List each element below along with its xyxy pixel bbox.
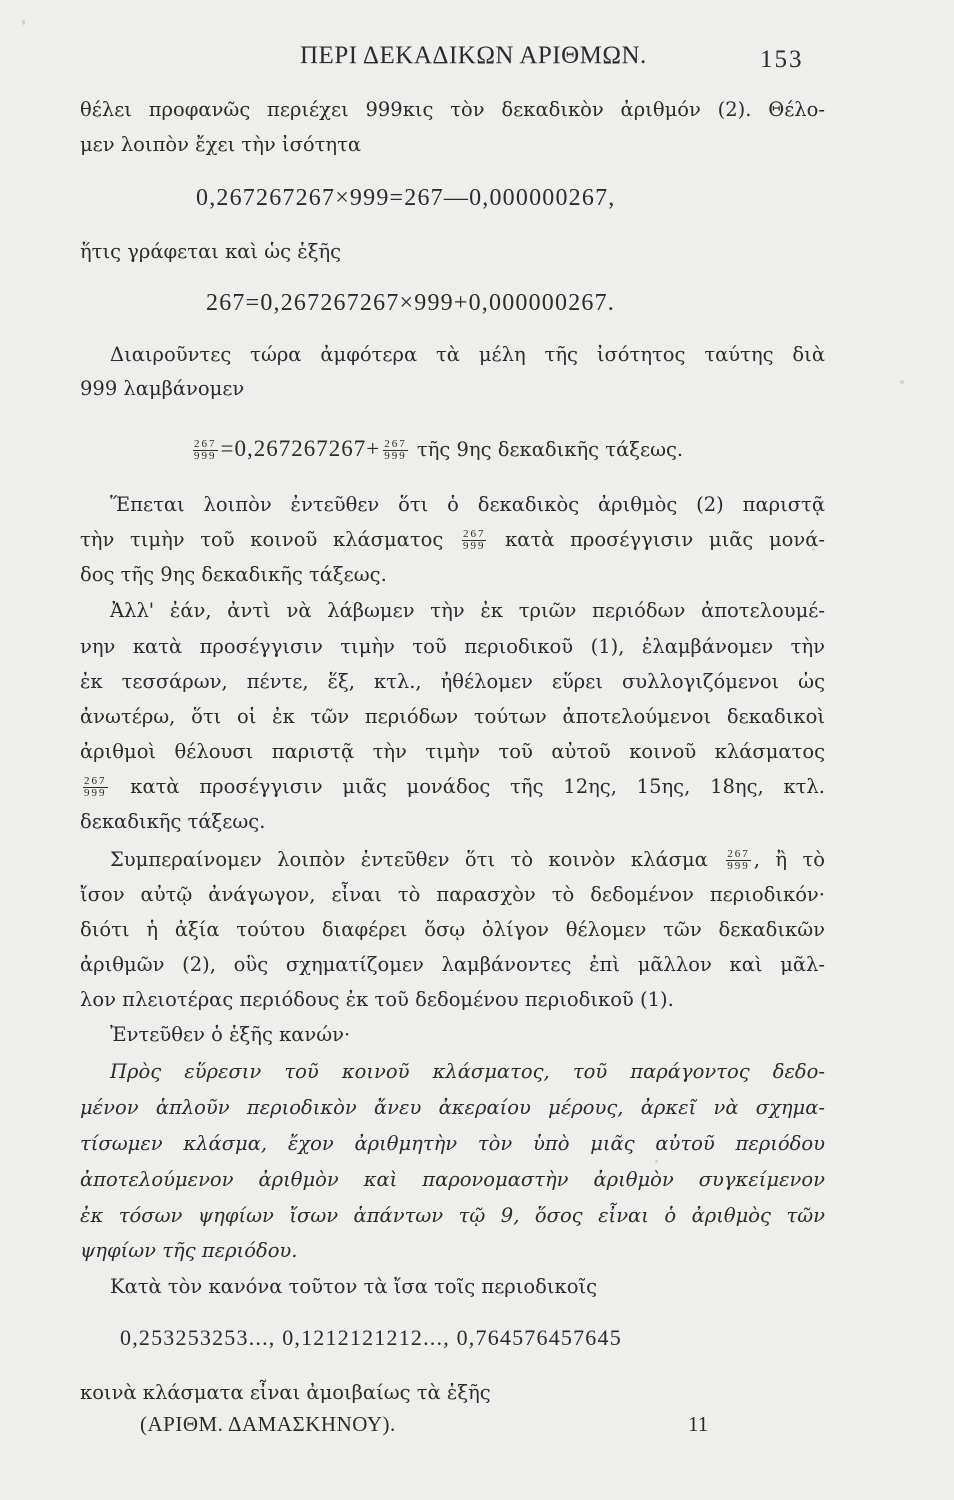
fraction-denominator: 999 [194, 450, 217, 462]
fraction [383, 439, 408, 462]
text-line: ἀριθμῶν (2), οὓς σχηματίζομεν λαμβάνοντες ἐπὶ μᾶλλον καὶ μᾶλ- [80, 953, 825, 976]
equation: 0,267267267×999=267—0,000000267, [196, 185, 616, 211]
text-line: ἀνωτέρω, ὅτι οἱ ἐκ τῶν περιόδων τούτων ἀποτελούμενοι δεκαδικοὶ [80, 705, 825, 728]
text-line-with-fraction [110, 845, 825, 875]
text-segment: κατὰ προσέγγισιν μιᾶς μονάδος τῆς 12ης, 15ης, 18ης, κτλ. [130, 775, 825, 798]
text-line: δεκαδικῆς τάξεως. [80, 810, 266, 833]
text-line: Κατὰ τὸν κανόνα τοῦτον τὰ ἴσα τοῖς περιοδικοῖς [110, 1275, 598, 1298]
fraction [83, 776, 108, 799]
rule-text-line: Πρὸς εὕρεσιν τοῦ κοινοῦ κλάσματος, τοῦ παράγοντος δεδο- [110, 1060, 825, 1083]
text-line: λον πλειοτέρας περιόδους ἐκ τοῦ δεδομένου περιοδικοῦ (1). [80, 988, 674, 1011]
text-line: θέλει προφανῶς περιέχει 999κις τὸν δεκαδικὸν ἀριθμόν (2). Θέλο- [80, 98, 825, 121]
fraction-numerator: 267 [384, 438, 407, 450]
equation: 0,253253253..., 0,1212121212..., 0,764576457645 [120, 1325, 622, 1350]
paper-speck [900, 380, 904, 384]
text-line: διότι ἡ ἀξία τούτου διαφέρει ὅσῳ ὀλίγον θέλομεν τῶν δεκαδικῶν [80, 918, 825, 941]
text-line: ἴσον αὐτῷ ἀνάγωγον, εἶναι τὸ παρασχὸν τὸ δεδομένον περιοδικόν· [80, 883, 825, 906]
fraction-numerator: 267 [194, 438, 217, 450]
text-line: μεν λοιπὸν ἔχει τὴν ἰσότητα [80, 133, 362, 156]
text-segment: τὴν τιμὴν τοῦ κοινοῦ κλάσματος [80, 528, 444, 551]
fraction-denominator: 999 [384, 450, 407, 462]
fraction [726, 849, 751, 872]
equation: 267=0,267267267×999+0,000000267. [206, 290, 616, 316]
text-line: Διαιροῦντες τώρα ἀμφότερα τὰ μέλη τῆς ἰσότητος ταύτης διὰ [110, 343, 825, 366]
text-segment: κατὰ προσέγγισιν μιᾶς μονά- [505, 528, 826, 551]
rule-text-line: τίσωμεν κλάσμα, ἔχον ἀριθμητὴν τὸν ὑπὸ μιᾶς αὐτοῦ περιόδου [80, 1132, 825, 1155]
fraction-numerator: 267 [462, 528, 486, 540]
text-line-with-fraction [80, 772, 825, 802]
paper-speck [655, 1160, 658, 1163]
text-line: δος τῆς 9ης δεκαδικῆς τάξεως. [80, 563, 387, 586]
text-line: κοινὰ κλάσματα εἶναι ἀμοιβαίως τὰ ἑξῆς [80, 1381, 491, 1404]
paper-speck [22, 20, 25, 25]
rule-text-line: ἀποτελούμενον ἀριθμὸν καὶ παρονομαστὴν ἀριθμὸν συγκείμενον [80, 1168, 825, 1191]
fraction-numerator: 267 [84, 775, 107, 787]
fraction-numerator: 267 [727, 848, 750, 860]
paper-speck [812, 548, 815, 551]
text-line: Ἕπεται λοιπὸν ἐντεῦθεν ὅτι ὁ δεκαδικὸς ἀριθμὸς (2) παριστᾷ [110, 493, 825, 516]
equation-with-fractions [190, 436, 683, 462]
text-line: ἥτις γράφεται καὶ ὡς ἑξῆς [80, 240, 342, 263]
fraction [193, 439, 218, 462]
rule-text-line: ἐκ τόσων ψηφίων ἴσων ἁπάντων τῷ 9, ὅσος εἶναι ὁ ἀριθμὸς τῶν [80, 1204, 825, 1227]
text-line: ἐκ τεσσάρων, πέντε, ἕξ, κτλ., ἠθέλομεν εὕρει συλλογιζόμενοι ὡς [80, 670, 825, 693]
equation-tail: τῆς 9ης δεκαδικῆς τάξεως. [410, 438, 684, 461]
rule-text-line: ψηφίων τῆς περιόδου. [80, 1239, 298, 1262]
text-line: νην κατὰ προσέγγισιν τιμὴν τοῦ περιοδικοῦ (1), ἐλαμβάνομεν τὴν [80, 635, 825, 658]
text-line: 999 λαμβάνομεν [80, 377, 245, 400]
text-line: Ἐντεῦθεν ὁ ἑξῆς κανών· [110, 1023, 351, 1046]
text-segment: Συμπεραίνομεν λοιπὸν ἐντεῦθεν ὅτι τὸ κοινὸν κλάσμα [110, 848, 708, 871]
page-header [0, 42, 954, 82]
fraction-denominator: 999 [462, 540, 486, 552]
page-number: 153 [760, 46, 804, 73]
equation-middle: =0,267267267+ [220, 436, 381, 461]
rule-text-line: μένον ἁπλοῦν περιοδικὸν ἄνευ ἀκεραίου μέρους, ἀρκεῖ νὰ σχημα- [80, 1096, 825, 1119]
text-line: Ἀλλ' ἐάν, ἀντὶ νὰ λάβωμεν τὴν ἐκ τριῶν περιόδων ἀποτελουμέ- [110, 599, 825, 622]
text-line: ἀριθμοὶ θέλουσι παριστᾷ τὴν τιμὴν τοῦ αὐτοῦ κοινοῦ κλάσματος [80, 740, 825, 763]
signature-mark: (ΑΡΙΘΜ. ΔΑΜΑΣΚΗΝΟΥ). [140, 1412, 396, 1436]
fraction [462, 529, 487, 552]
running-title: ΠΕΡΙ ΔΕΚΑΔΙΚΩΝ ΑΡΙΘΜΩΝ. [300, 42, 647, 69]
text-segment: , ἢ τὸ [753, 848, 825, 871]
fraction-denominator: 999 [84, 787, 107, 799]
text-line-with-fraction [80, 525, 825, 555]
signature-number: 11 [688, 1412, 709, 1436]
fraction-denominator: 999 [727, 860, 750, 872]
